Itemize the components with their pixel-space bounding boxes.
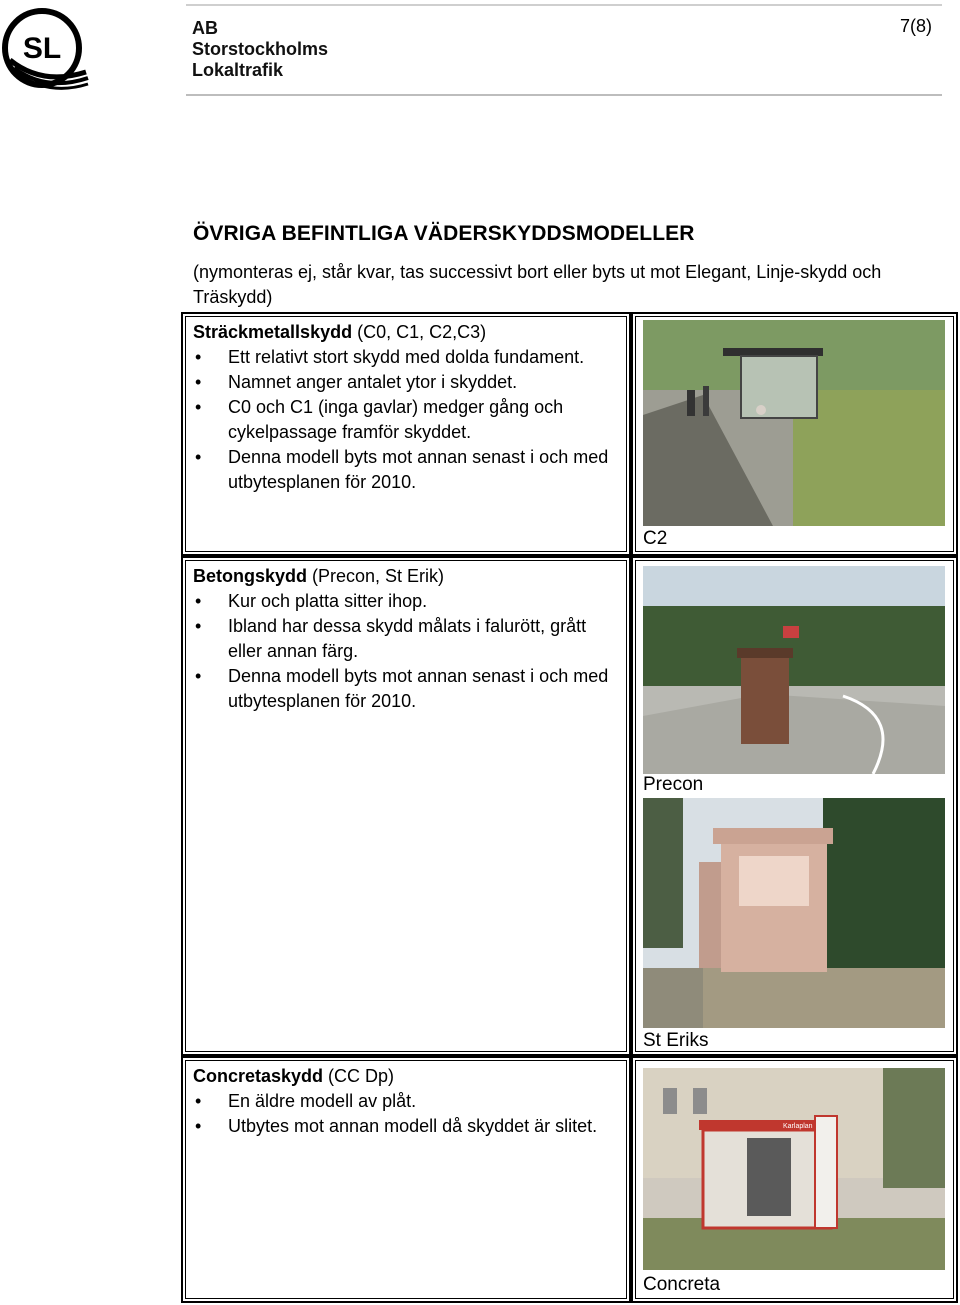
list-item: • Namnet anger antalet ytor i skyddet. — [193, 370, 619, 395]
list-item: • Ibland har dessa skydd målats i falurött, grått eller annan färg. — [193, 614, 619, 664]
page-number: 7(8) — [899, 16, 932, 36]
photo-caption: Concreta — [643, 1274, 721, 1295]
photo-caption: Precon — [643, 774, 704, 795]
photo-cell-betong — [631, 556, 958, 1056]
section-betong — [181, 556, 631, 1056]
section-title: Concretaskydd (CC Dp) — [193, 1066, 395, 1086]
page-heading: ÖVRIGA BEFINTLIGA VÄDERSKYDDSMODELLER — [193, 222, 695, 245]
st-eriks-shelter-photo — [643, 798, 945, 1028]
svg-text:Karlaplan: Karlaplan — [783, 1123, 813, 1130]
sl-logo — [0, 8, 92, 90]
precon-shelter-photo — [643, 566, 945, 774]
company-line: Storstockholms — [192, 39, 329, 59]
photo-cell-c2 — [631, 312, 958, 556]
section-title: Betongskydd (Precon, St Erik) — [193, 566, 445, 586]
c2-shelter-photo — [643, 320, 945, 526]
svg-text:SL: SL — [22, 32, 62, 65]
section-streckmetall — [181, 312, 631, 556]
section-title: Sträckmetallskydd (C0, C1, C2,C3) — [193, 322, 487, 342]
photo-cell-concreta — [631, 1056, 958, 1303]
intro-text: (nymonteras ej, står kvar, tas successivt bort eller byts ut mot Elegant, Linje-skydd och Träskydd) — [193, 262, 882, 307]
list-item: • Utbytes mot annan modell då skyddet är slitet. — [193, 1114, 619, 1139]
list-item: • Denna modell byts mot annan senast i och med utbytesplanen för 2010. — [193, 664, 619, 714]
list-item: • C0 och C1 (inga gavlar) medger gång och cykelpassage framför skyddet. — [193, 395, 619, 445]
header-rule — [186, 94, 942, 96]
company-line: AB — [192, 18, 218, 38]
list-item: • En äldre modell av plåt. — [193, 1089, 619, 1114]
bullet-list — [193, 1089, 619, 1139]
list-item: • Ett relativt stort skydd med dolda fundament. — [193, 345, 619, 370]
photo-caption: C2 — [643, 528, 668, 549]
company-line: Lokaltrafik — [192, 60, 284, 80]
bullet-list — [193, 589, 619, 714]
bullet-list — [193, 345, 619, 495]
concreta-shelter-photo — [643, 1068, 945, 1270]
company-name — [192, 18, 328, 81]
photo-caption: St Eriks — [643, 1030, 709, 1051]
list-item: • Denna modell byts mot annan senast i och med utbytesplanen för 2010. — [193, 445, 619, 495]
list-item: • Kur och platta sitter ihop. — [193, 589, 619, 614]
section-concreta — [181, 1056, 631, 1303]
header-top-rule — [186, 4, 942, 6]
